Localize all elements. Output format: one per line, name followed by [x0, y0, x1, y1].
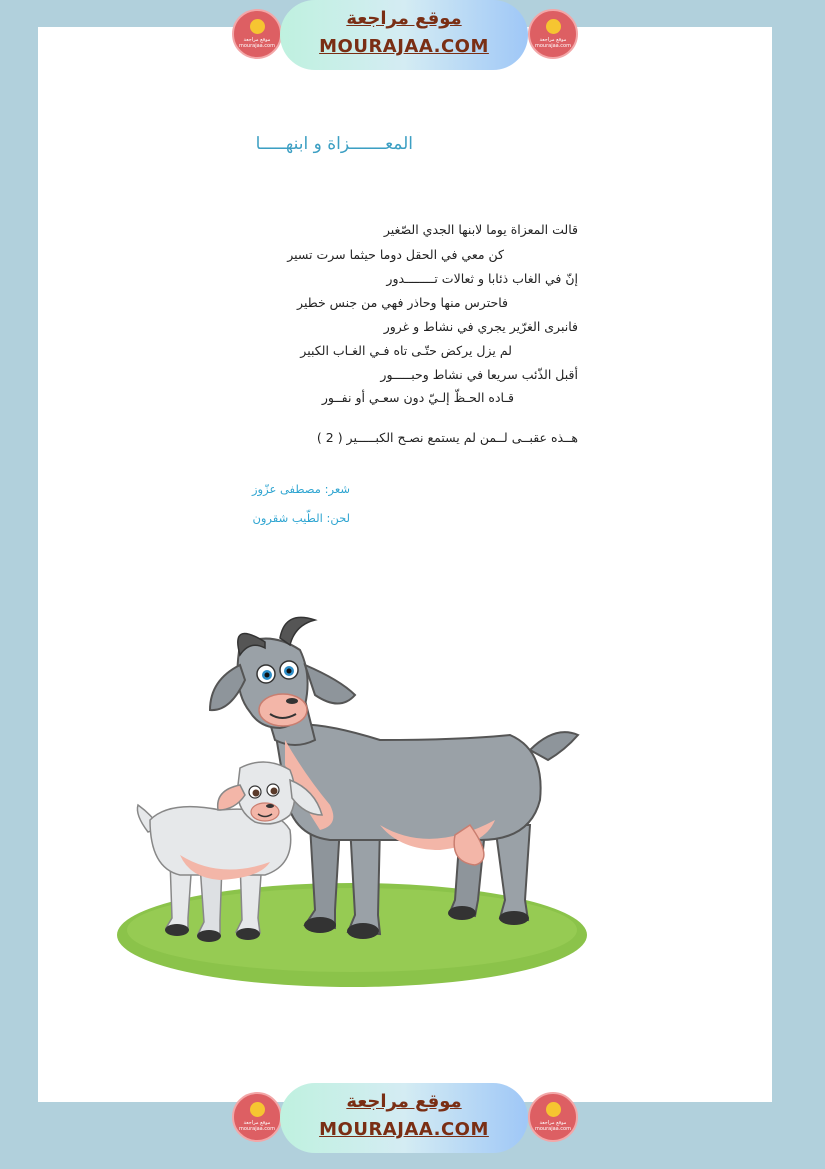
- logo-icon: [546, 1102, 561, 1117]
- badge-url-text: mourajaa.com: [238, 1126, 275, 1132]
- badge-arabic-text: موقع مراجعة: [539, 37, 567, 43]
- poem-line: كن معي في الحقل دوما حيثما سرت تسير: [287, 247, 504, 262]
- badge-url-text: mourajaa.com: [238, 43, 275, 49]
- site-banner-bottom[interactable]: [232, 1083, 578, 1153]
- site-name-latin[interactable]: MOURAJAA.COM: [319, 1119, 489, 1140]
- logo-icon: [250, 1102, 265, 1117]
- site-name-pill[interactable]: [280, 0, 528, 70]
- mother-goat-horn: [280, 617, 315, 645]
- site-logo-badge: [232, 1092, 282, 1142]
- poem-line: أقبل الذّئب سريعا في نشاط وحبـــــور: [380, 367, 578, 382]
- goat-and-kid-illustration: [100, 600, 600, 1000]
- site-name-arabic[interactable]: موقع مراجعة: [346, 1091, 462, 1112]
- poem-line: قالت المعزاة يوما لابنها الجدي الصّغير: [383, 222, 578, 237]
- poem-line: فاحترس منها وحاذر فهي من جنس خطير: [297, 295, 508, 310]
- mother-goat-ear: [210, 665, 245, 710]
- site-name-latin[interactable]: MOURAJAA.COM: [319, 36, 489, 57]
- site-logo-badge: [232, 9, 282, 59]
- logo-icon: [546, 19, 561, 34]
- poem-line: هــذه عقبــى لــمن لم يستمع نصـح الكبـــــير ( 2 ): [316, 430, 578, 445]
- composer-credit: لحن: الطّيب شقرون: [252, 511, 350, 525]
- site-logo-badge: [528, 9, 578, 59]
- poet-credit: شعر: مصطفى عزّوز: [252, 482, 350, 496]
- badge-arabic-text: موقع مراجعة: [243, 37, 271, 43]
- poem-line: قـاده الحـظّ إلـيّ دون سعـي أو نفــور: [321, 390, 514, 405]
- poem-line: إنّ في الغاب ذئابا و ثعالات تــــــــدور: [386, 271, 578, 286]
- mother-goat-muzzle: [259, 694, 307, 726]
- site-name-pill[interactable]: [280, 1083, 528, 1153]
- site-name-arabic[interactable]: موقع مراجعة: [346, 8, 462, 29]
- badge-arabic-text: موقع مراجعة: [539, 1120, 567, 1126]
- poem-title: المعـــــــزاة و ابنهـــــا: [255, 134, 413, 154]
- badge-url-text: mourajaa.com: [534, 1126, 571, 1132]
- site-banner-top[interactable]: [232, 0, 578, 70]
- poem-line: لم يزل يركض حتّـى تاه فـي الغـاب الكبير: [300, 343, 512, 358]
- badge-arabic-text: موقع مراجعة: [243, 1120, 271, 1126]
- badge-url-text: mourajaa.com: [534, 43, 571, 49]
- logo-icon: [250, 19, 265, 34]
- mother-goat-tail: [530, 732, 578, 760]
- mother-goat-ear: [305, 665, 355, 704]
- site-logo-badge: [528, 1092, 578, 1142]
- poem-line: فانبرى الغرّير يجري في نشاط و غرور: [383, 319, 578, 334]
